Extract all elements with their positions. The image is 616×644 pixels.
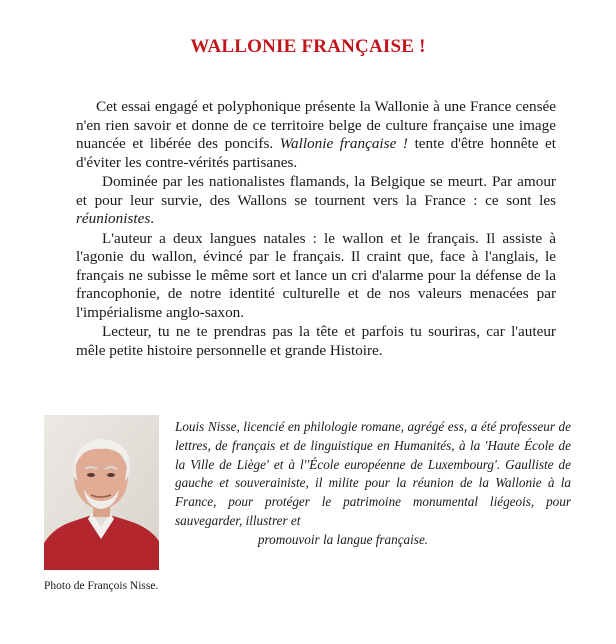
photo-caption: Photo de François Nisse. [44, 580, 159, 592]
author-bio-text: Louis Nisse, licencié en philologie romane, agrégé ess, a été professeur de lettres, de français et de linguistique en Humanités, à la 'Haute École de la Ville de Liège' et à l''École européenne de Luxembourg'. Gaulliste de gauche et souverainiste, il milite pour la réunion de la Wallonie à la France, pour protéger le patrimoine monumental liégeois, pour sauvegarder, illustrer et [175, 419, 571, 528]
author-photo [44, 415, 159, 570]
author-portrait-image [44, 415, 159, 570]
paragraph-4: Lecteur, tu ne te prendras pas la tête et parfois tu souriras, car l'auteur mêle petite histoire personnelle et grande Histoire. [76, 323, 556, 359]
paragraph-2: Dominée par les nationalistes flamands, la Belgique se meurt. Par amour et pour leur survie, des Wallons se tournent vers la France : ce sont les réunionistes. [76, 173, 556, 227]
author-bio-last-line: promouvoir la langue française. [257, 531, 429, 547]
book-title: WALLONIE FRANÇAISE ! [190, 36, 426, 57]
blurb [76, 98, 556, 361]
italic-title: Wallonie française ! [279, 135, 408, 152]
author-bio [175, 418, 571, 550]
paragraph-3: L'auteur a deux langues natales : le wallon et le français. Il assiste à l'agonie du wallon, évincé par le français. Il craint que, face à l'anglais, le français ne subisse le même sort et lance un cri d'alarme pour la défense de la francophonie, de notre identité culturelle et de nos valeurs menacées par l'impérialisme anglo-saxon. [76, 229, 556, 321]
paragraph-1: Cet essai engagé et polyphonique présente la Wallonie à une France censée n'en rien savoir et donne de ce territoire belge de culture française une image nuancée et libérée des poncifs. Wallonie française ! tente d'être honnête et d'éviter les contre-vérités partisanes. [76, 98, 556, 171]
italic-term: réunionistes [76, 210, 151, 227]
